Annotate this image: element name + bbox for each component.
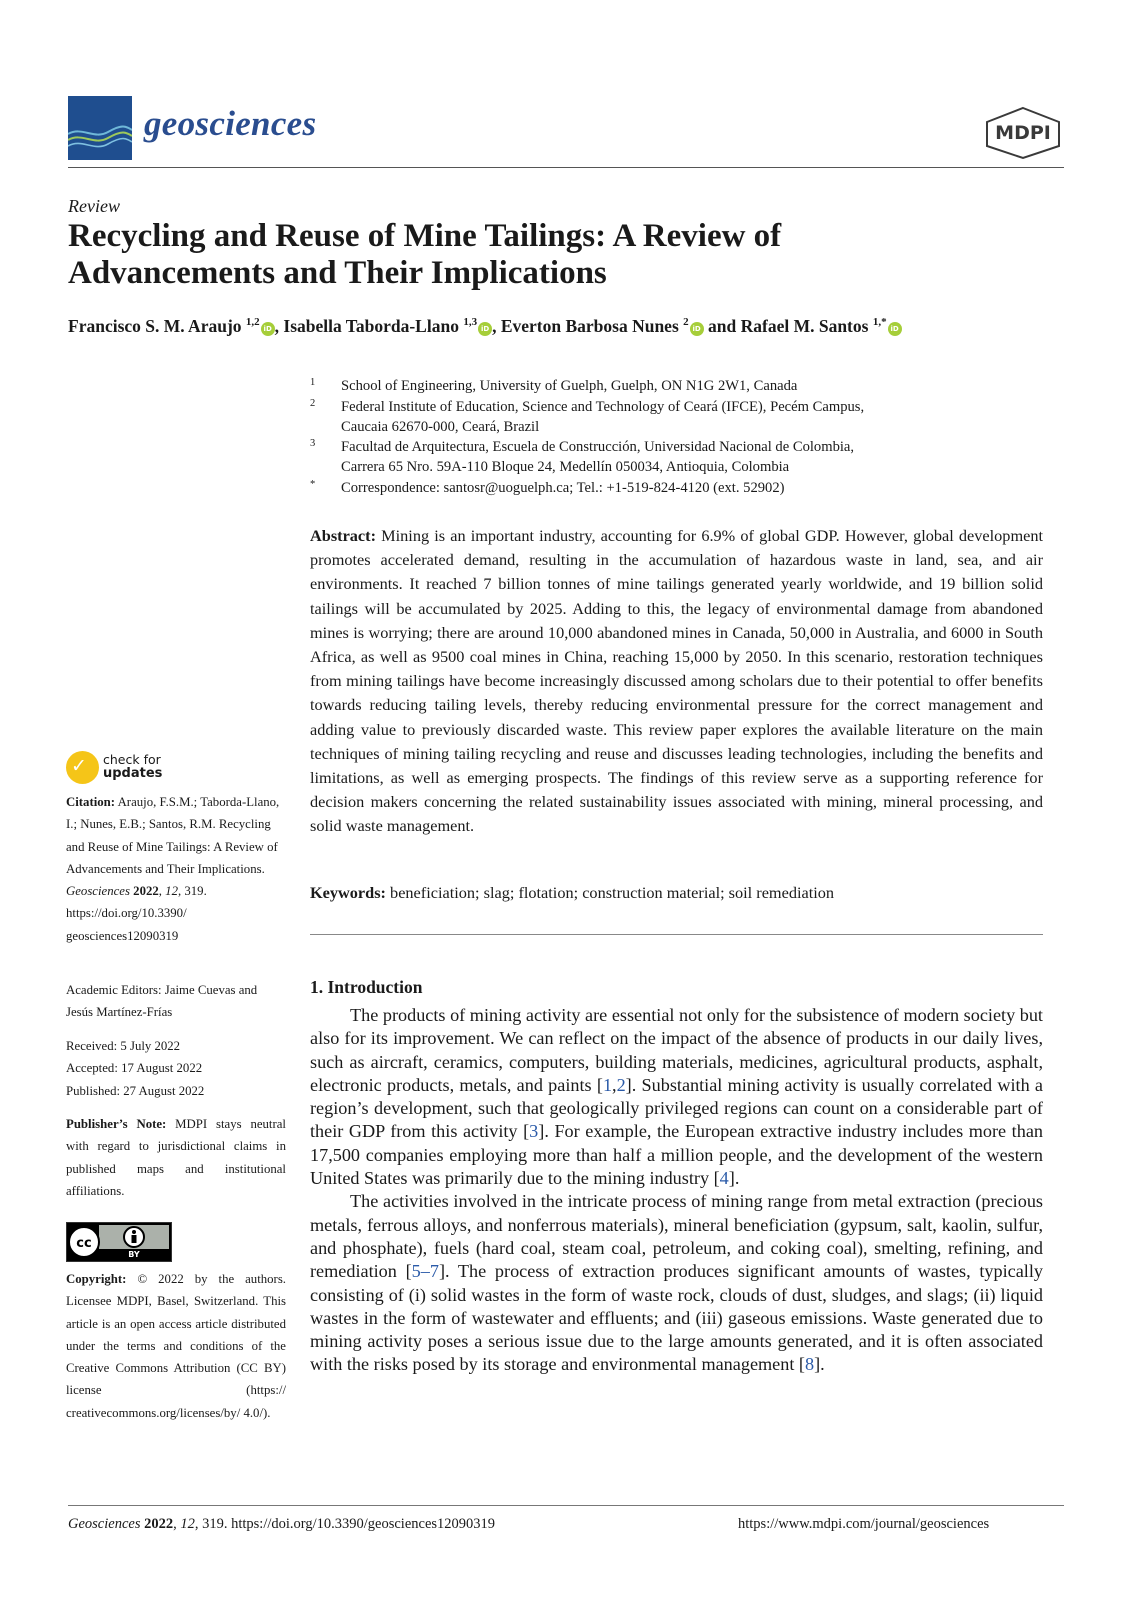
paragraph-text: ]. Substantial mining activity is usually correlated with a region’s development, such that geologically privileged regions can count on a considerable part of their GDP from this activity [ <box>310 1074 1043 1142</box>
footer-year: 2022 <box>144 1516 174 1532</box>
keywords <box>310 883 1043 903</box>
affiliation-number: 3 <box>310 438 316 449</box>
reference-link[interactable]: 4 <box>719 1168 729 1189</box>
editors-label: Academic Editors: <box>66 983 162 997</box>
abstract <box>310 524 1043 839</box>
orcid-icon[interactable]: iD <box>888 322 902 336</box>
abstract-divider <box>310 934 1043 935</box>
academic-editors <box>66 979 286 1024</box>
journal-logo-icon <box>68 96 132 160</box>
dates-block <box>66 1035 286 1102</box>
author-affiliation-sup: 1,* <box>872 316 887 329</box>
citation-journal: Geosciences <box>66 884 130 899</box>
author-affiliation-sup: 2 <box>683 316 689 329</box>
reference-link[interactable]: 3 <box>529 1121 539 1142</box>
paragraph-text: ]. The process of extraction produces significant amounts of wastes, typically consisting of (i) solid wastes in the form of waste rock, clouds of dust, sludges, and slags; (ii) liquid wastes in the form of wastewater and effluents; and (iii) gaseous emissions. Waste generated due to mining activity poses a serious issue due to the large amounts generated, and it is often associated with the risks posed by its storage and environmental management [ <box>310 1261 1044 1375</box>
author-name: Isabella Taborda-Llano <box>283 316 459 336</box>
cc-by-license-icon[interactable] <box>66 1222 172 1262</box>
check-updates-label-1: check for <box>103 752 161 767</box>
check-for-updates-badge[interactable] <box>66 751 186 787</box>
affiliation-text: Correspondence: santosr@uoguelph.ca; Tel.: +1-519-824-4120 (ext. 52902) <box>341 480 785 496</box>
title-line-1: Recycling and Reuse of Mine Tailings: A Review of <box>68 218 782 254</box>
title-line-2: Advancements and Their Implications <box>68 255 607 291</box>
reference-link[interactable]: 1 <box>602 1074 613 1095</box>
footer-volume: 12 <box>180 1516 195 1532</box>
by-text: BY <box>128 1250 140 1259</box>
author-affiliation-sup: 1,2 <box>245 316 260 329</box>
intro-paragraph <box>310 1004 1043 1190</box>
footer-journal-url[interactable]: https://www.mdpi.com/journal/geosciences <box>738 1516 990 1532</box>
received-date: Received: 5 July 2022 <box>66 1039 181 1053</box>
footer-doi[interactable]: , 319. https://doi.org/10.3390/geosciences12090319 <box>194 1516 496 1532</box>
publisher-logo-text: MDPI <box>995 122 1051 144</box>
paragraph-text: The products of mining activity are essential not only for the subsistence of modern society but also for its improvement. We can reflect on the impact of the absence of products in our daily lives, such as aircraft, ceramics, computers, building materials, medicines, agricultural products, asphalt, electronic products, metals, and paints [ <box>310 1005 1043 1095</box>
author-separator: and <box>703 316 741 336</box>
article-title <box>68 218 968 292</box>
paragraph-text: ]. For example, the European extractive industry includes more than 17,500 companies employing more than half a million people, and the development of the western United States was primarily due to the mining industry [ <box>310 1121 1043 1189</box>
author-separator: , <box>274 316 284 336</box>
abstract-label: Abstract: <box>310 526 377 545</box>
affiliation-text: Facultad de Arquitectura, Escuela de Construcción, Universidad Nacional de Colombia, <box>341 439 855 455</box>
affiliation-text: Caucaia 62670-000, Ceará, Brazil <box>341 419 540 435</box>
author-affiliation-sup: 1,3 <box>463 316 478 329</box>
affiliation-number: * <box>310 479 316 490</box>
copyright-label: Copyright: <box>66 1272 127 1286</box>
accepted-date: Accepted: 17 August 2022 <box>66 1061 203 1076</box>
keywords-text: beneficiation; slag; flotation; construction material; soil remediation <box>390 883 835 902</box>
introduction-body <box>310 1004 1043 1377</box>
footer-journal: Geosciences <box>68 1516 141 1532</box>
footer-divider <box>68 1505 1064 1506</box>
affiliation-number: 2 <box>310 398 316 409</box>
paragraph-text: ]. <box>728 1168 740 1189</box>
citation-text: Araujo, F.S.M.; Taborda-Llano, I.; Nunes, E.B.; Santos, R.M. Recycling and Reuse of Mine Tailings: A Review of Advancements and Their Implications. <box>66 795 280 876</box>
copyright-block <box>66 1268 286 1424</box>
paragraph-text: ]. <box>814 1354 825 1375</box>
reference-link[interactable]: 5–7 <box>411 1261 439 1282</box>
journal-name: geosciences <box>144 104 317 143</box>
header-divider <box>68 167 1064 168</box>
footer-citation: Geosciences 2022, 12, 319. https://doi.org/10.3390/geosciences12090319 <box>68 1516 496 1532</box>
check-updates-icon: ✓ <box>66 751 99 784</box>
editors-names: Jaime Cuevas and Jesús Martínez-Frías <box>66 983 258 1020</box>
citation-doi-link[interactable]: https://doi.org/10.3390/ geosciences12090319 <box>66 906 187 943</box>
intro-paragraph <box>310 1190 1043 1376</box>
orcid-icon[interactable]: iD <box>690 322 704 336</box>
reference-link[interactable]: 2 <box>616 1074 626 1095</box>
mdpi-logo-icon <box>983 106 1063 160</box>
orcid-icon[interactable]: iD <box>261 322 275 336</box>
author-name: Francisco S. M. Araujo <box>68 316 242 336</box>
paragraph-text: The activities involved in the intricate process of mining range from metal extraction (precious metals, ferrous alloys, and nonferrous materials), mineral beneficiation (gypsum, salt, kaolin, sulfur, and phosphate), fuels (hard coal, steam coal, petroleum, and coking coal), smelting, refining, and remediation [ <box>310 1191 1043 1282</box>
affiliation-text: Federal Institute of Education, Science and Technology of Ceará (IFCE), Pecém Campus, <box>341 399 865 415</box>
reference-link[interactable]: 8 <box>805 1354 815 1375</box>
citation-block: Citation: Araujo, F.S.M.; Taborda-Llano, I.; Nunes, E.B.; Santos, R.M. Recycling and Reuse of Mine Tailings: A Review of Advancements and Their Implications. Geosciences 2022, 12, 319. https://doi.org/10.3390/ geosciences12090319 <box>66 795 280 943</box>
author-list <box>68 316 902 337</box>
author-separator: , <box>492 316 501 336</box>
published-date: Published: 27 August 2022 <box>66 1083 205 1098</box>
article-type: Review <box>68 196 120 216</box>
citation-label: Citation: <box>66 795 116 809</box>
cc-text: cc <box>76 1236 92 1251</box>
publisher-note <box>66 1113 286 1202</box>
keywords-label: Keywords: <box>310 883 386 902</box>
author-name: Everton Barbosa Nunes <box>500 316 679 336</box>
copyright-text: © 2022 by the authors. Licensee MDPI, Basel, Switzerland. This article is an open access article distributed under the terms and conditions of the Creative Commons Attribution (CC BY) license (https:// creativecommons.org/licenses/by/ 4.0/). <box>66 1272 287 1420</box>
citation-year: 2022 <box>133 884 159 899</box>
orcid-icon[interactable]: iD <box>478 322 492 336</box>
publisher-note-text: MDPI stays neutral with regard to jurisdictional claims in published maps and institutional affiliations. <box>66 1117 286 1198</box>
citation-pages: , 319. <box>177 884 207 899</box>
paragraph-text: , <box>612 1074 617 1095</box>
affiliation-text: Carrera 65 Nro. 59A-110 Bloque 24, Medellín 050034, Antioquia, Colombia <box>341 459 790 475</box>
affiliation-number: 1 <box>310 377 316 388</box>
affiliation-text: School of Engineering, University of Guelph, Guelph, ON N1G 2W1, Canada <box>341 378 798 394</box>
citation-volume: 12 <box>165 884 178 899</box>
author-name: Rafael M. Santos <box>740 316 869 336</box>
abstract-text: Mining is an important industry, accounting for 6.9% of global GDP. However, global development promotes accelerated demand, resulting in the accumulation of hazardous waste in land, sea, and air environments. It reached 7 billion tonnes of mine tailings generated yearly worldwide, and 19 billion solid tailings will be accumulated by 2025. Adding to this, the legacy of environmental damage from abandoned mines is worrying; there are around 10,000 abandoned mines in Canada, 50,000 in Australia, and 6000 in South Africa, as well as 9500 coal mines in China, reaching 15,000 by 2050. In this scenario, restoration techniques from mining tailings have become increasingly discussed among scholars due to their potential to offer benefits towards reducing tailing levels, thereby reducing environmental pressure for the correct management and adding value to previously discarded waste. This review paper explores the available literature on the main techniques of mining tailing recycling and reuse and discusses leading technologies, including the benefits and limitations, as well as emerging prospects. The findings of this review serve as a supporting reference for decision makers concerning the related sustainability issues associated with mining, mineral processing, and solid waste management. <box>310 526 1043 836</box>
check-updates-label-2: updates <box>103 766 163 781</box>
section-heading: 1. Introduction <box>310 977 423 997</box>
publisher-note-label: Publisher’s Note: <box>66 1117 167 1131</box>
